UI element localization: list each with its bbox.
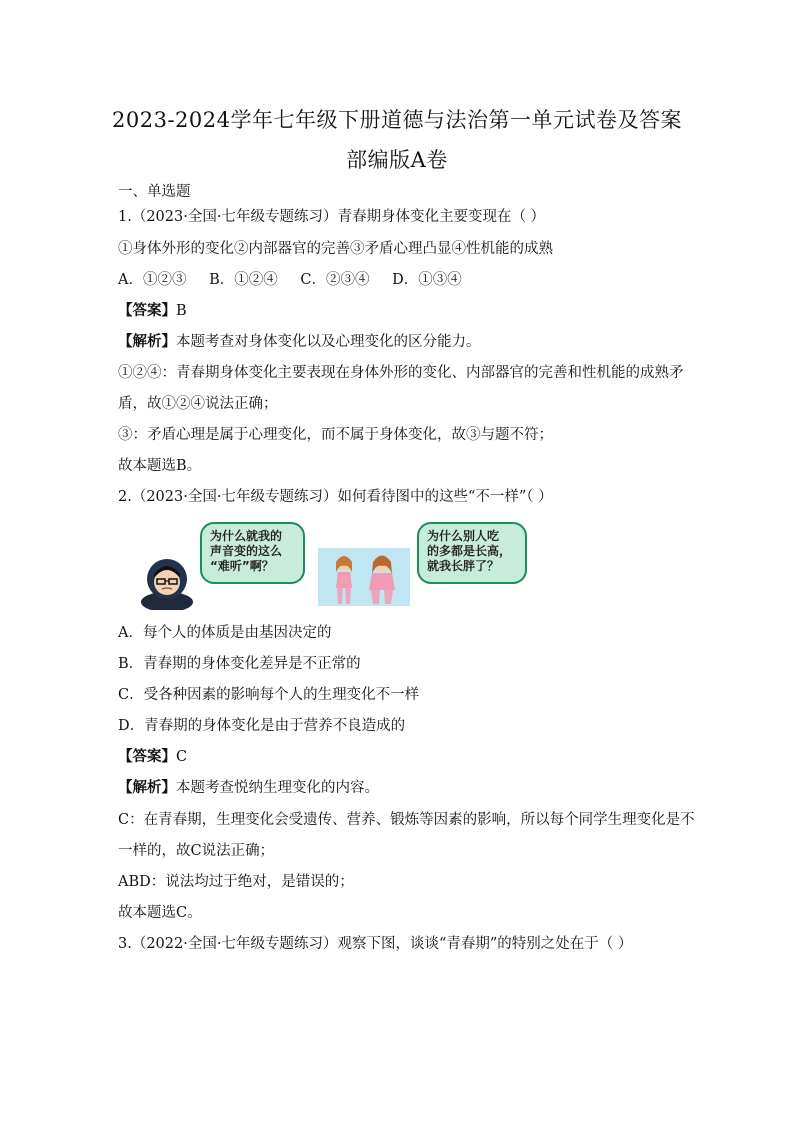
- q2-option-a: A．每个人的体质是由基因决定的: [118, 625, 332, 641]
- q3-stem: 3.（2022·全国·七年级专题练习）观察下图，谈谈“青春期”的特别之处在于（ ）: [118, 936, 633, 952]
- q2-analysis-text-1: 本题考查悦纳生理变化的内容。: [176, 780, 379, 796]
- q2-answer-value: C: [176, 749, 188, 765]
- boy-hooded-icon: [140, 552, 194, 610]
- bubble-girl-line-1: 为什么别人吃: [427, 529, 500, 543]
- q1-analysis-label: 【解析】: [118, 333, 176, 350]
- q2-analysis-label: 【解析】: [118, 779, 176, 796]
- bubble-boy-line-1: 为什么就我的: [210, 529, 283, 543]
- bubble-boy: [200, 522, 305, 584]
- two-girls-icon: [318, 548, 410, 606]
- q1-answer: [118, 301, 187, 321]
- title-line-2: 部编版A卷: [346, 148, 448, 172]
- q2-option-d: D．青春期的身体变化是由于营养不良造成的: [118, 718, 406, 734]
- q1-items: ①身体外形的变化②内部器官的完善③矛盾心理凸显④性机能的成熟: [118, 241, 553, 257]
- bubble-girl-line-2: 的多都是长高，: [427, 544, 512, 558]
- q1-option-a: A．①②③: [118, 272, 187, 288]
- q1-option-c: C．②③④: [300, 272, 370, 288]
- q2-option-b: B．青春期的身体变化差异是不正常的: [118, 656, 361, 672]
- q2-analysis-line-2: C：在青春期，生理变化会受遗传、营养、锻炼等因素的影响，所以每个同学生理变化是不: [118, 812, 695, 828]
- q2-illustration: [140, 520, 510, 612]
- bubble-girl: [417, 522, 527, 584]
- q1-option-d: D．①③④: [392, 272, 462, 288]
- q1-answer-value: B: [176, 303, 187, 319]
- q1-analysis-line-1: [118, 332, 481, 352]
- q1-analysis-text-1: 本题考查对身体变化以及心理变化的区分能力。: [176, 334, 481, 350]
- q2-answer: [118, 747, 187, 767]
- title-line-1: 2023-2024学年七年级下册道德与法治第一单元试卷及答案: [112, 108, 682, 132]
- q1-analysis-line-2: ①②④：青春期身体变化主要表现在身体外形的变化、内部器官的完善和性机能的成熟矛: [118, 365, 684, 381]
- bubble-boy-line-2: 声音变的这么: [210, 544, 283, 558]
- q1-stem: 1.（2023·全国·七年级专题练习）青春期身体变化主要变现在（ ）: [118, 209, 546, 225]
- q2-analysis-line-5: 故本题选C。: [118, 905, 202, 921]
- q2-option-c: C．受各种因素的影响每个人的生理变化不一样: [118, 687, 420, 703]
- q1-options: [118, 270, 480, 290]
- q2-analysis-line-4: ABD：说法均过于绝对，是错误的；: [118, 874, 354, 890]
- q2-analysis-line-1: [118, 778, 379, 798]
- bubble-boy-line-3: “难听”啊？: [210, 559, 274, 573]
- q1-analysis-line-4: ③：矛盾心理是属于心理变化，而不属于身体变化，故③与题不符；: [118, 427, 553, 443]
- q1-analysis-line-3: 盾，故①②④说法正确；: [118, 396, 278, 412]
- q2-analysis-line-3: 一样的，故C说法正确；: [118, 843, 275, 859]
- q2-answer-label: 【答案】: [118, 748, 176, 765]
- q1-option-b: B．①②④: [209, 272, 278, 288]
- bubble-girl-line-3: 就我长胖了？: [427, 559, 500, 573]
- q1-answer-label: 【答案】: [118, 302, 176, 319]
- q2-stem: 2.（2023·全国·七年级专题练习）如何看待图中的这些“不一样”（ ）: [118, 489, 553, 505]
- q1-analysis-line-5: 故本题选B。: [118, 458, 202, 474]
- section-heading: 一、单选题: [118, 184, 191, 200]
